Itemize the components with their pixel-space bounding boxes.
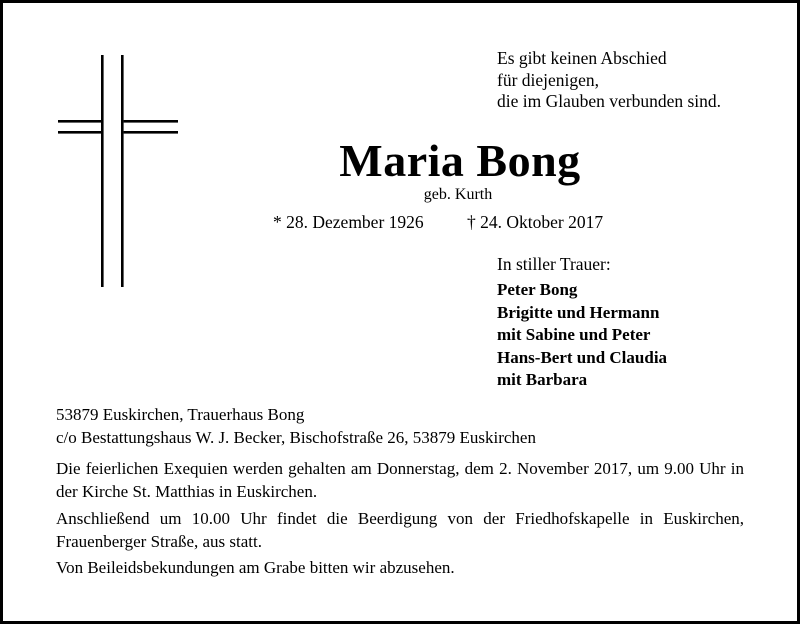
deceased-name: Maria Bong	[339, 135, 581, 186]
service-paragraph: Die feierlichen Exequien werden gehalten am Donnerstag, dem 2. November 2017, um 9.00 Uhr in der Kirche St. Matthias in Euskirchen.	[56, 459, 744, 501]
mourner-name: mit Sabine und Peter	[497, 325, 651, 344]
quote-line: Es gibt keinen Abschied	[497, 48, 667, 68]
death-date: † 24. Oktober 2017	[467, 212, 604, 232]
mourning-address	[56, 403, 536, 449]
mourner-name: Peter Bong	[497, 280, 578, 299]
address-line: c/o Bestattungshaus W. J. Becker, Bischofstraße 26, 53879 Euskirchen	[56, 428, 536, 447]
mourner-name: Hans-Bert und Claudia	[497, 347, 668, 367]
maiden-name: geb. Kurth	[423, 186, 493, 203]
memorial-quote	[497, 48, 721, 113]
quote-line: für diejenigen,	[497, 69, 600, 90]
mourner-name: Brigitte und Hermann	[497, 302, 660, 322]
quote-line: die im Glauben verbunden sind.	[497, 91, 722, 111]
mourner-name: mit Barbara	[497, 370, 588, 389]
birth-date: * 28. Dezember 1926	[273, 212, 424, 232]
mourners-label: In stiller Trauer:	[497, 254, 611, 274]
burial-paragraph: Anschließend um 10.00 Uhr findet die Beerdigung von der Friedhofskapelle in Euskirchen, Frauenberger Straße, aus statt.	[56, 509, 744, 551]
mourners-list	[497, 279, 667, 392]
address-line: 53879 Euskirchen, Trauerhaus Bong	[56, 405, 305, 424]
condolence-paragraph: Von Beileidsbekundungen am Grabe bitten wir abzusehen.	[56, 558, 455, 577]
